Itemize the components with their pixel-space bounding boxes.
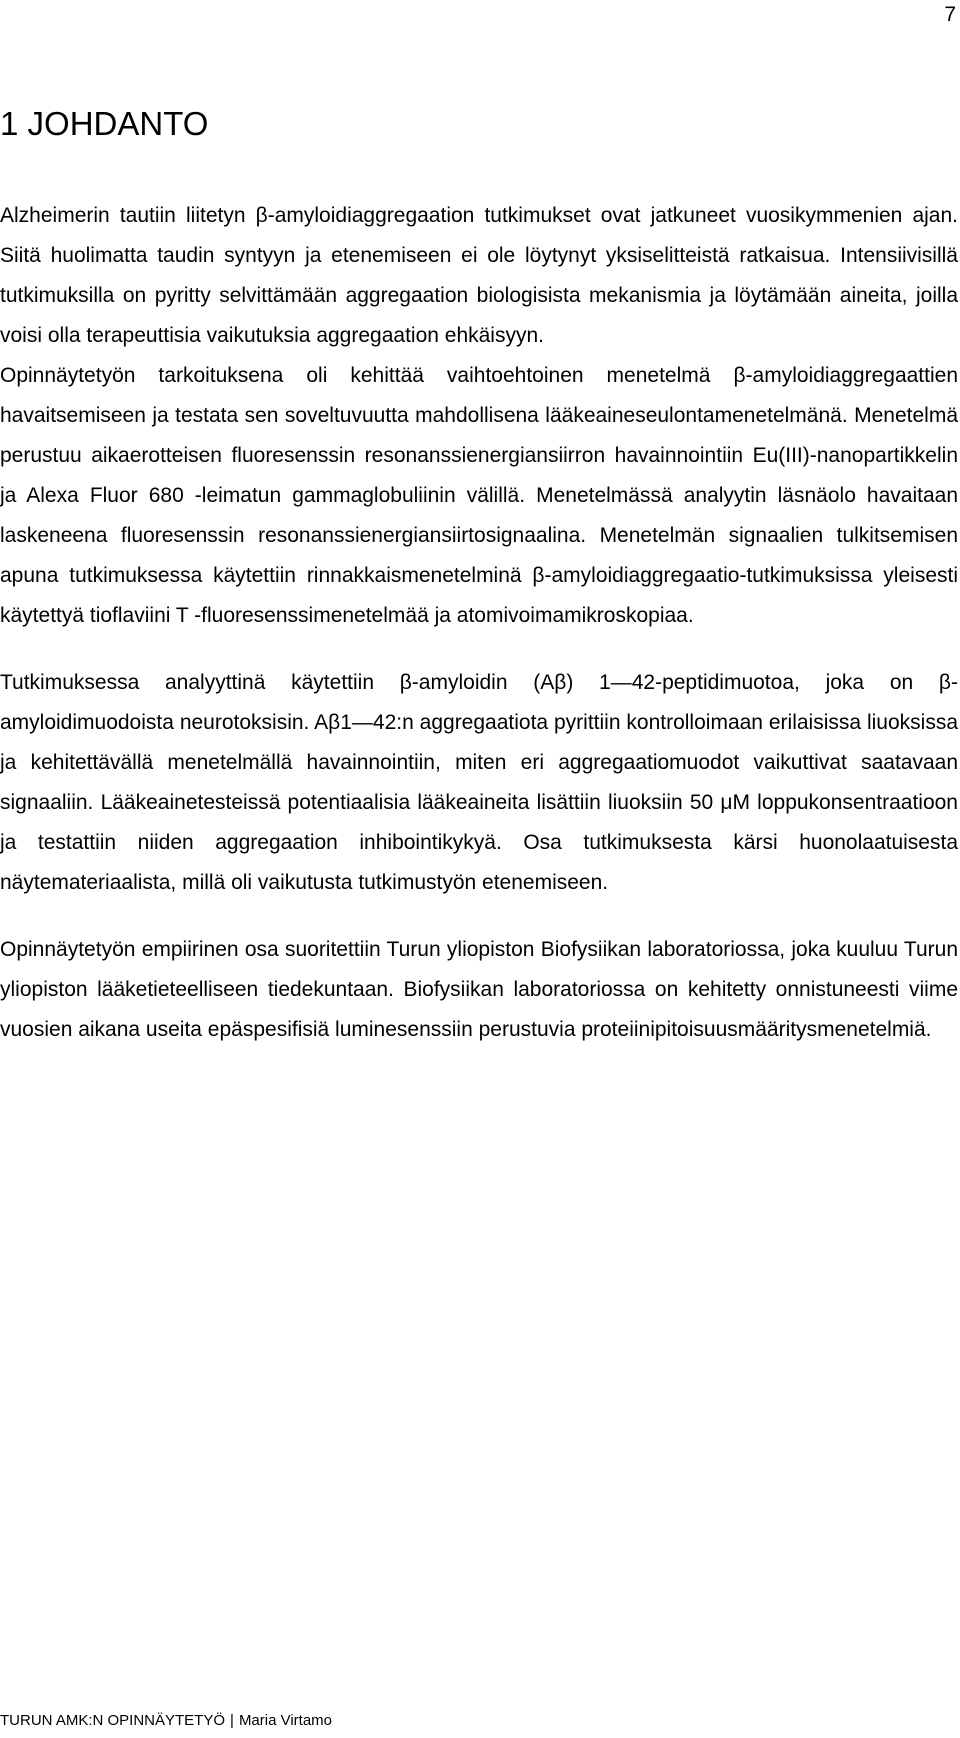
footer-institution: TURUN AMK:N OPINNÄYTETYÖ <box>0 1712 226 1729</box>
chapter-heading: 1 JOHDANTO <box>0 105 209 142</box>
page-number: 7 <box>944 3 956 26</box>
page-footer <box>0 1711 332 1731</box>
paragraph-analyte: Tutkimuksessa analyyttinä käytettiin β-amyloidin (Aβ) 1—42-peptidimuotoa, joka on β-amyloidimuodoista neurotoksisin. Aβ1—42:n aggregaatiota pyrittiin kontrolloimaan erilaisissa liuoksissa ja kehitettävällä menetelmällä havainnointiin, miten eri aggregaatiomuodot vaikuttivat saatavaan signaaliin. Lääkeainetesteissä potentiaalisia lääkeaineita lisättiin liuoksiin 50 μM loppukonsentraatioon ja testattiin niiden aggregaation inhibointikykyä. Osa tutkimuksesta kärsi huonolaatuisesta näytemateriaalista, millä oli vaikutusta tutkimustyön etenemiseen. <box>0 671 958 894</box>
paragraph-intro: Alzheimerin tautiin liitetyn β-amyloidiaggregaation tutkimukset ovat jatkuneet vuosikymmenien ajan. Siitä huolimatta taudin syntyyn ja etenemiseen ei ole löytynyt yksiselitteistä ratkaisua. Intensiivisillä tutkimuksilla on pyritty selvittämään aggregaation biologisista mekanismia ja löytämään aineita, joilla voisi olla terapeuttisia vaikutuksia aggregaation ehkäisyyn. <box>0 204 958 347</box>
footer-author: Maria Virtamo <box>238 1712 333 1729</box>
footer-separator: | <box>230 1712 234 1729</box>
paragraph-laboratory: Opinnäytetyön empiirinen osa suoritettiin Turun yliopiston Biofysiikan laboratoriossa, joka kuuluu Turun yliopiston lääketieteelliseen tiedekuntaan. Biofysiikan laboratoriossa on kehitetty onnistuneesti viime vuosien aikana useita epäspesifisiä luminesenssiin perustuvia proteiinipitoisuusmääritysmenetelmiä. <box>0 938 958 1041</box>
document-body <box>0 104 958 1050</box>
paragraph-purpose: Opinnäytetyön tarkoituksena oli kehittää vaihtoehtoinen menetelmä β-amyloidiaggregaattien havaitsemiseen ja testata sen soveltuvuutta mahdollisena lääkeaineseulontamenetelmänä. Menetelmä perustuu aikaerotteisen fluoresenssin resonanssienergiansiirron havainnointiin Eu(III)-nanopartikkelin ja Alexa Fluor 680 -leimatun gammaglobuliinin välillä. Menetelmässä analyytin läsnäolo havaitaan laskeneena fluoresenssin resonanssienergiansiirtosignaalina. Menetelmän signaalien tulkitsemisen apuna tutkimuksessa käytettiin rinnakkaismenetelminä β-amyloidiaggregaatio-tutkimuksissa yleisesti käytettyä tioflaviini T -fluoresenssimenetelmää ja atomivoimamikroskopiaa. <box>0 364 958 627</box>
